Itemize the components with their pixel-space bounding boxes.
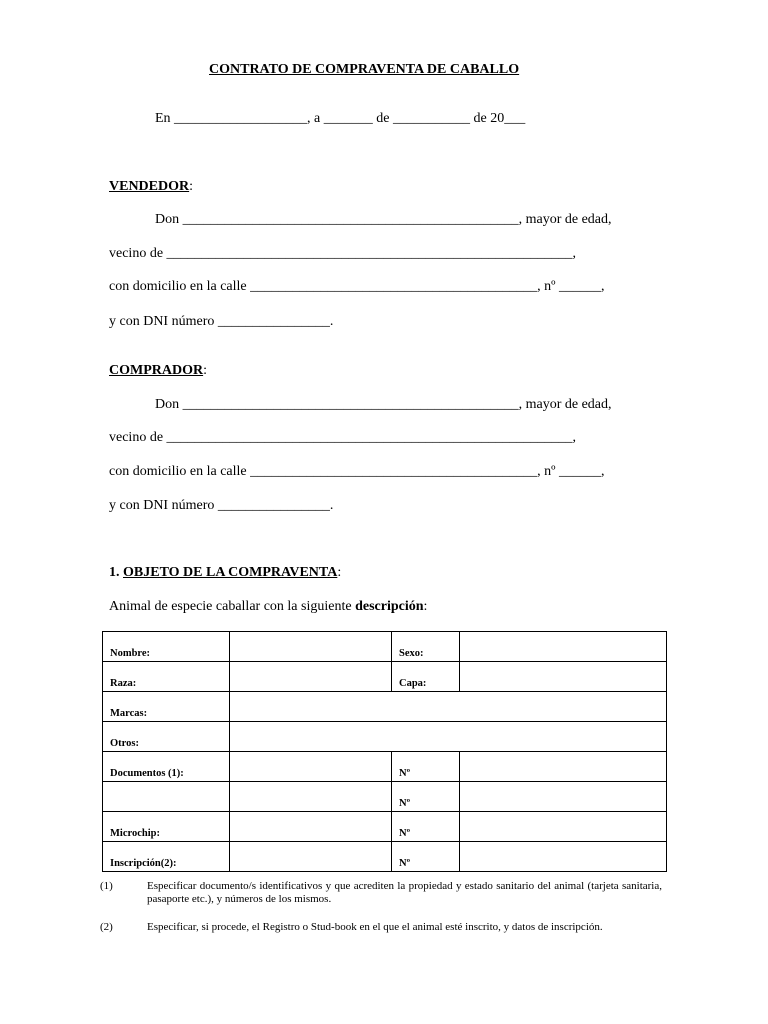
documentos-extra-no-label: Nº	[392, 782, 460, 812]
raza-label: Raza:	[103, 662, 230, 692]
table-row	[103, 692, 667, 722]
otros-label: Otros:	[103, 722, 230, 752]
footnote-1-number: (1)	[100, 880, 113, 892]
documentos-label: Documentos (1):	[103, 752, 230, 782]
seller-heading-line	[109, 178, 193, 195]
sexo-value-cell[interactable]	[460, 632, 667, 662]
raza-value-cell[interactable]	[230, 662, 392, 692]
microchip-no-label: Nº	[392, 812, 460, 842]
documentos-extra-value-cell[interactable]	[230, 782, 392, 812]
seller-name-line: Don ________________________________________________, mayor de edad,	[155, 212, 612, 227]
table-row	[103, 842, 667, 872]
document-title: CONTRATO DE COMPRAVENTA DE CABALLO	[209, 62, 520, 77]
documentos-extra-label-cell	[103, 782, 230, 812]
footnote-2-text: Especificar, si procede, el Registro o Stud-book en el que el animal esté inscrito, y datos de inscripción.	[147, 921, 603, 933]
place-date-line: En ___________________, a _______ de ___________ de 20___	[155, 111, 526, 126]
buyer-heading-line	[109, 362, 207, 379]
table-row	[103, 662, 667, 692]
footnote-1-text: Especificar documento/s identificativos y que acrediten la propiedad y estado sanitario del animal (tarjeta sanitaria, pasaporte etc.), y números de los mismos.	[147, 880, 662, 905]
seller-dni-line: y con DNI número ________________.	[109, 314, 334, 329]
marcas-value-cell[interactable]	[230, 692, 667, 722]
footnote-2-number: (2)	[100, 921, 113, 933]
documentos-extra-no-value-cell[interactable]	[460, 782, 667, 812]
microchip-label: Microchip:	[103, 812, 230, 842]
nombre-value-cell[interactable]	[230, 632, 392, 662]
inscripcion-label: Inscripción(2):	[103, 842, 230, 872]
otros-value-cell[interactable]	[230, 722, 667, 752]
nombre-label: Nombre:	[103, 632, 230, 662]
inscripcion-value-cell[interactable]	[230, 842, 392, 872]
section1-heading	[109, 564, 341, 581]
seller-residence-line: vecino de __________________________________________________________,	[109, 246, 577, 261]
section1-intro-end: :	[423, 599, 428, 614]
section1-intro-text: Animal de especie caballar con la siguiente	[109, 599, 356, 614]
buyer-heading-colon: :	[203, 363, 207, 378]
seller-heading: VENDEDOR	[109, 179, 190, 194]
seller-heading-colon: :	[189, 179, 194, 194]
inscripcion-no-label: Nº	[392, 842, 460, 872]
buyer-residence-line: vecino de __________________________________________________________,	[109, 430, 577, 445]
sexo-label: Sexo:	[392, 632, 460, 662]
table-row	[103, 782, 667, 812]
documentos-value-cell[interactable]	[230, 752, 392, 782]
marcas-label: Marcas:	[103, 692, 230, 722]
section1-number: 1.	[109, 565, 123, 580]
buyer-name-line: Don ________________________________________________, mayor de edad,	[155, 397, 612, 412]
section1-colon: :	[337, 565, 342, 580]
documentos-no-label: Nº	[392, 752, 460, 782]
microchip-no-value-cell[interactable]	[460, 812, 667, 842]
section1-intro-bold: descripción	[355, 599, 424, 614]
buyer-dni-line: y con DNI número ________________.	[109, 498, 334, 513]
section1-intro	[109, 598, 427, 615]
section1-title: OBJETO DE LA COMPRAVENTA	[123, 565, 338, 580]
buyer-address-line: con domicilio en la calle _________________________________________, nº ______,	[109, 464, 605, 479]
capa-value-cell[interactable]	[460, 662, 667, 692]
horse-description-table	[102, 631, 667, 872]
buyer-heading: COMPRADOR	[109, 363, 204, 378]
seller-address-line: con domicilio en la calle _________________________________________, nº ______,	[109, 279, 605, 294]
microchip-value-cell[interactable]	[230, 812, 392, 842]
table-row	[103, 722, 667, 752]
inscripcion-no-value-cell[interactable]	[460, 842, 667, 872]
documentos-no-value-cell[interactable]	[460, 752, 667, 782]
table-row	[103, 632, 667, 662]
table-row	[103, 752, 667, 782]
capa-label: Capa:	[392, 662, 460, 692]
table-row	[103, 812, 667, 842]
